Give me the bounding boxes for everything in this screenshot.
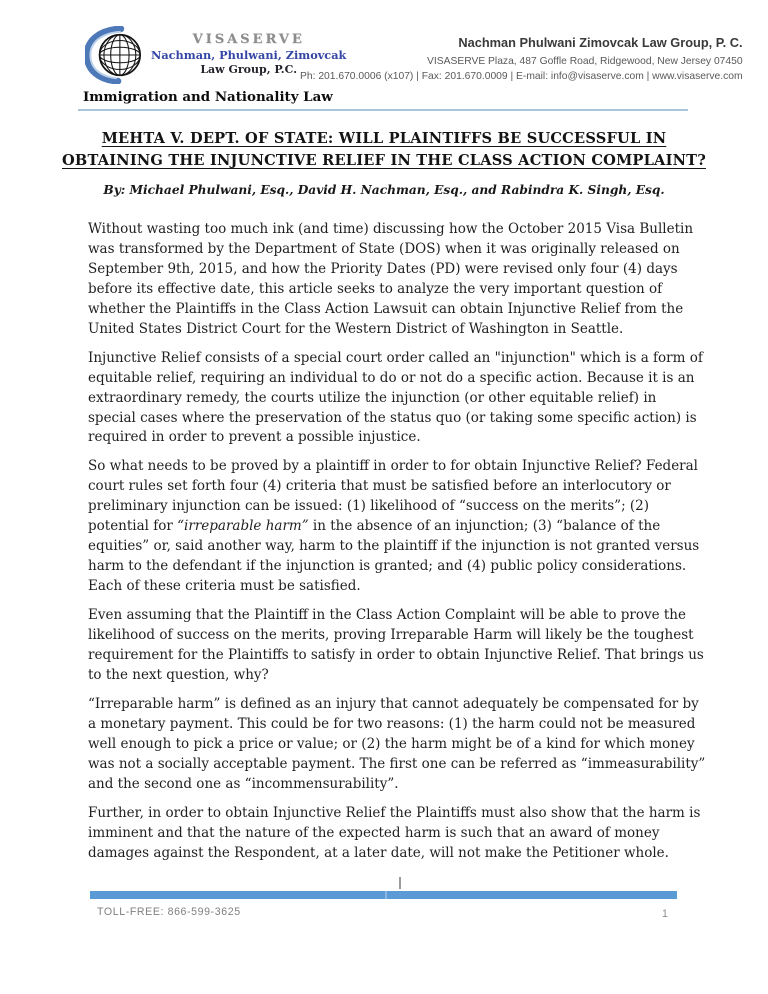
paragraph-text: Further, in order to obtain Injunctive Relief the Plaintiffs must also show that the harm is imminent and that the nature of the expected harm is such that an award of money damages against the Respondent, at a later date, will not make the Petitioner whole. xyxy=(88,804,701,861)
firm-name: Nachman Phulwani Zimovcak Law Group, P. C. xyxy=(458,35,743,50)
logo-brand-name: VISASERVE xyxy=(192,32,305,47)
body-paragraph xyxy=(88,804,706,864)
body-paragraph xyxy=(88,606,706,686)
logo-partner-names: Nachman, Phulwani, Zimovcak xyxy=(151,48,347,62)
paragraph-text: Even assuming that the Plaintiff in the Class Action Complaint will be able to prove the likelihood of success on the merits, proving Irreparable Harm will likely be the toughest requirement for the Plaintiffs to satisfy in order to obtain Injunctive Relief. That brings us to the next question, why? xyxy=(88,607,704,684)
paragraph-text: So what needs to be proved by a plaintiff in order to for obtain Injunctive Relief? Federal court rules set forth four (4) criteria that must be satisfied before an interlocutory or preliminary injunction can be issued: (1) likelihood of “success on the merits”; (2) potential for xyxy=(88,458,699,535)
header-divider-rule xyxy=(78,109,688,111)
footer-bar-notch xyxy=(385,891,387,899)
letterhead xyxy=(0,0,768,105)
firm-phone-email: Ph: 201.670.0006 (x107) | Fax: 201.670.0009 | E-mail: info@visaserve.com | www.visaserve.com xyxy=(300,71,743,83)
logo-law-group: Law Group, P.C. xyxy=(200,63,298,76)
body-paragraph xyxy=(88,695,706,795)
body-paragraph xyxy=(88,349,706,449)
globe-icon xyxy=(85,26,147,88)
paragraph-text: Injunctive Relief consists of a special court order called an "injunction" which is a form of equitable relief, requiring an individual to do or not do a specific action. Because it is an extraordinary remedy, the courts utilize the injunction (or other equitable relief) in special cases where the preservation of the status quo (or taking some specific action) is required in order to prevent a possible injustice. xyxy=(88,349,703,446)
paragraph-text: Without wasting too much ink (and time) discussing how the October 2015 Visa Bulletin was transformed by the Department of State (DOS) when it was originally released on September 9th, 2015, and how the Priority Dates (PD) were revised only four (4) days before its effective date, this article seeks to analyze the very important question of whether the Plaintiffs in the Class Action Lawsuit can obtain Injunctive Relief from the United States District Court for the Western District of Washington in Seattle. xyxy=(88,220,694,337)
article-title-line-2: OBTAINING THE INJUNCTIVE RELIEF IN THE CLASS ACTION COMPLAINT? xyxy=(62,151,706,169)
contact-block xyxy=(300,26,743,85)
firm-logo xyxy=(83,26,347,105)
body-paragraph xyxy=(88,220,706,340)
logo-practice-area: Immigration and Nationality Law xyxy=(83,89,333,105)
article-title xyxy=(0,128,768,172)
article-byline: By: Michael Phulwani, Esq., David H. Nachman, Esq., and Rabindra K. Singh, Esq. xyxy=(103,182,665,197)
page-number: 1 xyxy=(662,908,668,920)
tollfree-number: TOLL-FREE: 866-599-3625 xyxy=(97,906,241,918)
firm-address: VISASERVE Plaza, 487 Goffle Road, Ridgewood, New Jersey 07450 xyxy=(427,55,743,67)
article-body xyxy=(0,197,768,864)
article-title-line-1: MEHTA V. DEPT. OF STATE: WILL PLAINTIFFS BE SUCCESSFUL IN xyxy=(101,130,667,147)
footer-accent-bar xyxy=(90,891,677,899)
paragraph-text: in the absence of an injunction; (3) “balance of the equities” or, said another way, harm to the plaintiff if the injunction is not granted versus harm to the defendant if the injunction is granted; and (4) public policy considerations. Each of these criteria must be satisfied. xyxy=(88,518,700,595)
paragraph-text: “Irreparable harm” is defined as an injury that cannot adequately be compensated for by a monetary payment. This could be for two reasons: (1) the harm could not be measured well enough to pick a price or value; or (2) the harm might be of a kind for which money was not a socially acceptable payment. The first one can be referred as “immeasurability” and the second one as “incommensurability”. xyxy=(88,696,706,792)
footer-center-tick xyxy=(399,877,401,889)
article xyxy=(0,128,768,864)
logo-top-row xyxy=(85,26,347,88)
body-paragraph xyxy=(88,457,706,597)
emphasized-phrase: “irreparable harm” xyxy=(177,518,309,535)
